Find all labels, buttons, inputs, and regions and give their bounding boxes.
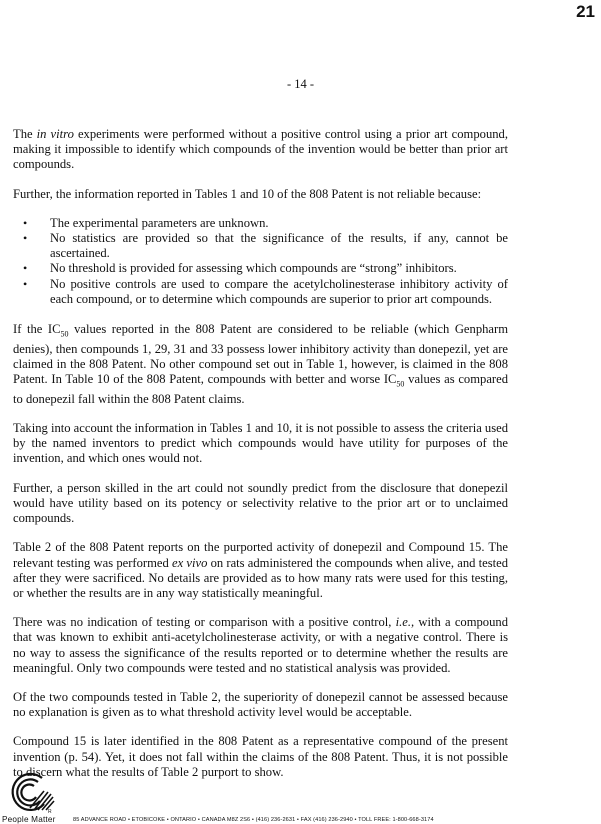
paragraph-in-vitro xyxy=(13,127,508,173)
text: The xyxy=(13,127,37,141)
italic-term: ex vivo xyxy=(172,555,208,570)
paragraph-superiority: Of the two compounds tested in Table 2, the superiority of donepezil cannot be assessed because no explanation is given as to what threshold activity level would be acceptable. xyxy=(13,689,508,720)
paragraph-skilled-person: Further, a person skilled in the art could not soundly predict from the disclosure that donepezil would have utility based on its potency or selectivity relative to the prior art or to unclaimed compounds. xyxy=(13,480,508,526)
text: There was no indication of testing or comparison with a positive control, xyxy=(13,615,396,630)
bullet-icon: • xyxy=(23,276,28,291)
list-item-text: No statistics are provided so that the significance of the results, if any, cannot be ascertained. xyxy=(50,231,508,261)
text: experiments were performed without a positive control using a prior art compound, making it impossible to identify which compounds of the invention would be better than prior art compounds. xyxy=(13,127,508,172)
list-item xyxy=(23,276,508,307)
genpharm-g-logo-icon xyxy=(8,770,56,814)
paragraph-criteria: Taking into account the information in Tables 1 and 10, it is not possible to assess the criteria used by the named inventors to predict which compounds would have utility for purposes of the invention, and which ones would not. xyxy=(13,421,509,466)
page-marker: - 14 - xyxy=(286,77,315,91)
subscript: 50 xyxy=(396,379,405,389)
text: Table 2 of the 808 Patent reports on the purported activity of donepezil and Compound 15. The relevant testing was performed xyxy=(13,540,508,570)
company-address: 85 ADVANCE ROAD • ETOBICOKE • ONTARIO • CANADA M8Z 2S6 • (416) 236-2631 • FAX (416) 236-2940 • TOLL FREE: 1-800-668-3174 xyxy=(73,817,434,823)
letterhead-footer xyxy=(0,770,601,824)
text: If the IC xyxy=(13,322,61,337)
text: on rats administered the compounds when alive, and tested after they were sacrificed. No details are provided as to how many rats were used for this testing, or whether the results are in any way statistically meaningful. xyxy=(13,555,509,600)
paragraph-compound-15: Compound 15 is later identified in the 808 Patent as a representative compound of the present invention (p. 54). Yet, it does not fall within the claims of the 808 Patent. Thus, it is not possible to discern what the results of Table 2 purport to show. xyxy=(13,734,508,779)
subscript: 50 xyxy=(60,329,69,339)
list-item-text: The experimental parameters are unknown. xyxy=(50,215,269,230)
list-item xyxy=(23,231,508,261)
paragraph-tables-unreliable: Further, the information reported in Tables 1 and 10 of the 808 Patent is not reliable because: xyxy=(13,186,482,201)
text: values as compared to donepezil fall within the 808 Patent claims. xyxy=(13,372,508,406)
list-item xyxy=(23,261,508,276)
list-item xyxy=(23,215,508,231)
text: values reported in the 808 Patent are considered to be reliable (which Genpharm denies), then compounds 1, 29, 31 and 33 possess lower inhibitory activity than donepezil, yet are claimed in the 808 Patent. No other compound set out in Table 1, however, is claimed in the 808 Patent. In Table 10 of the 808 Patent, compounds with better and worse IC xyxy=(13,322,508,387)
list-item-text: No threshold is provided for assessing which compounds are “strong” inhibitors. xyxy=(50,261,457,276)
corner-page-number: 21 xyxy=(576,2,595,21)
svg-text:R: R xyxy=(48,809,52,814)
paragraph-table-2 xyxy=(13,540,508,601)
text: with a compound that was known to exhibit anti-acetylcholinesterase activity, or with a negative control. There is no way to assess the significance of the results reported or to determine whether the results are meaningful. Only two compounds were tested and no statistical analysis was provided. xyxy=(13,615,508,675)
logo-tagline: People Matter xyxy=(2,815,56,824)
bullet-icon: • xyxy=(23,215,28,230)
bullet-icon: • xyxy=(23,231,28,246)
paragraph-positive-control xyxy=(13,615,508,676)
bullet-icon: • xyxy=(23,261,28,276)
italic-term: in vitro xyxy=(36,127,74,141)
document-body xyxy=(13,127,508,794)
reasons-list xyxy=(13,216,508,307)
list-item-text: No positive controls are used to compare the acetylcholinesterase inhibitory activity of each compound, or to determine which compounds are superior to prior art compounds. xyxy=(50,276,508,306)
italic-term: i.e., xyxy=(395,615,415,630)
paragraph-ic50 xyxy=(13,322,508,407)
